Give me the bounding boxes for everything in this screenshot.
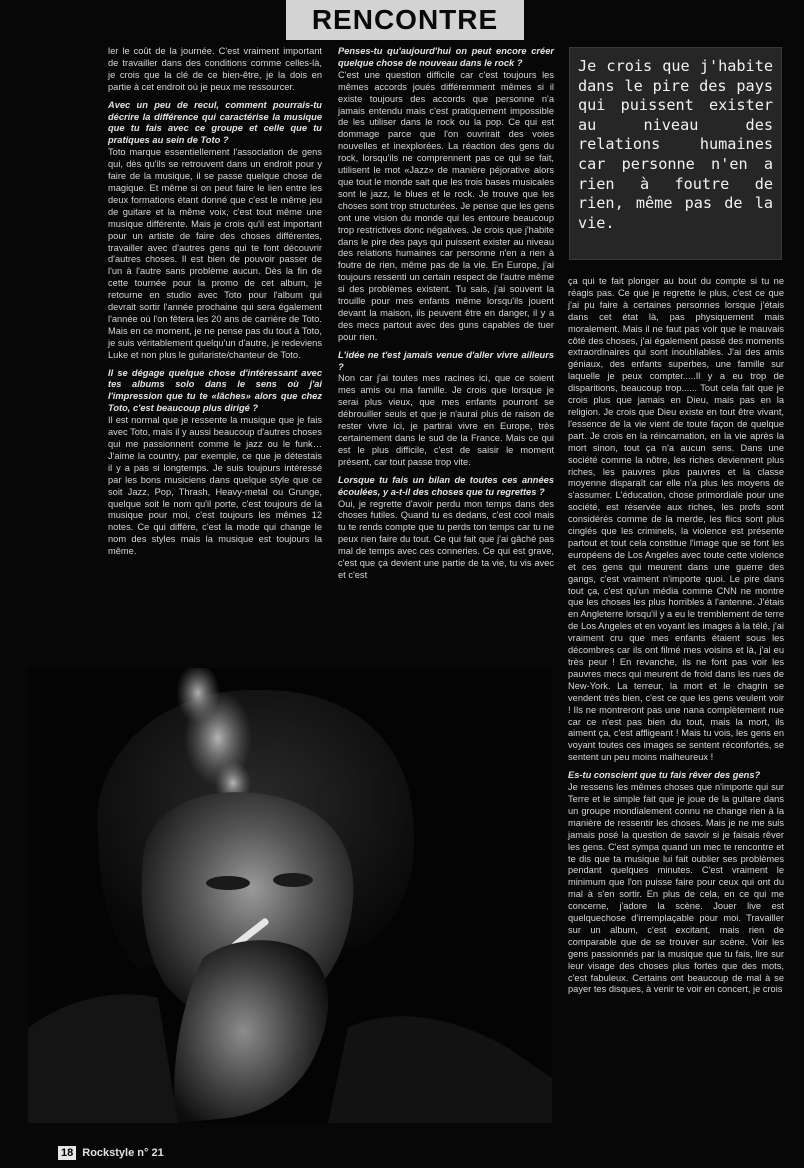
article-paragraph: Il est normal que je ressente la musique que je fais avec Toto, mais il y aussi beaucoup d'autres choses qui me passionnent comme le jazz ou le funk… J'aime la country, par exemple, ce que je détestais il y a pas si longtemps. Je suis toujours intéressé par les bons musiciens dans quelque style que ce soit Jazz, Pop, Thrash, Heavy-metal ou Grunge, quelque soit le nom qu'il porte, c'est toujours de la musique pour moi, c'est toujours les mêmes 12 notes. Ce qui diffère, c'est la mode qui change le nom des styles mais la musique est toujours la même. [108,415,322,557]
article-paragraph: C'est une question difficile car c'est toujours les mêmes accords joués différemment mêmes si il existe toujours des accords que personne n'a jamais entendu mais c'est pratiquement impossible de les utiliser dans le rock ou la pop. Ce qui est dommage parce que l'on ouvrirait des voies nouvelles et inexplorées. La réaction des gens du rock, lorsqu'ils ne comprennent pas ce qui se fait, utilisent le mot «Jazz» de manière péjorative alors que tout le monde sait que les trois bases musicales sont le jazz, le blues et le rock. Je trouve que les choses sont trop structurées. Je pense que les gens ont une vision du monde qui les entoure beaucoup trop restrictives donc négatives. Je crois que j'habite dans le pire des pays qui puissent exister au niveau des relations humaines car personne n'en a rien à foutre de rien, même pas de la vie. En Europe, j'ai toujours ressenti un certain respect de l'autre même si des problèmes existent. Tu sais, j'ai souvent la trouille pour mes enfants même lorsqu'ils jouent devant la maison, ils peuvent être en danger, il y a des mecs partout avec des guns capables de tuer pour rien. [338,69,554,342]
article-paragraph: Je ressens les mêmes choses que n'importe qui sur Terre et le simple fait que je joue de la guitare dans un groupe mondialement connu ne change rien à la manière de ressentir les choses. Mais je ne me suis jamais posé la question de savoir si je faisais rêver les gens. C'est sympa quand un mec te rencontre et te dis que ta musique lui fait oublier ses problèmes pendant quelques minutes. C'est vraiment le minimum que l'on puisse faire pour ceux qui ont du mal à s'en sortir. En plus de cela, en ce qui me concerne, j'adore la scène. Jouer live est quelquechose d'irremplaçable pour moi. Travailler sur un album, c'est excitant, mais rien de comparable que de se trouver sur scène. Voir les gens passionnés par la musique que tu fais, lire sur leur visage des choses plus fortes que des mots, c'est fabuleux. Certains ont beaucoup de mal à se payer tes disques, à venir te voir en concert, je crois [568,782,784,995]
pull-quote-box [569,47,782,260]
interview-question: Lorsque tu fais un bilan de toutes ces années écoulées, y a-t-il des choses que tu regrettes ? [338,474,554,497]
portrait-photo [28,668,552,1123]
page-footer [58,1146,164,1160]
interview-question: Es-tu conscient que tu fais rêver des gens? [568,770,761,781]
portrait-photo-drawing [28,668,552,1123]
magazine-issue: Rockstyle n° 21 [82,1147,164,1159]
section-header-tab [286,0,524,40]
article-paragraph: ça qui te fait plonger au bout du compte si tu ne réagis pas. Ce que je regrette le plus, c'est ce que j'ai pu faire à certaines personnes lorsque j'étais dans cet état là, pas physiquement mais moralement. Mais il ne faut pas voir que le mauvais côté des choses, j'ai également passé des moments extraordinaires qui sont inoubliables. J'ai des amis géniaux, des enfants superbes, une famille sur laquelle je peux compter.....Il y a eu trop de disparitions, beaucoup trop...... Tout cela fait que je crois plus que jamais en Dieu, mais pas en la religion. Je crois que Dieu existe en tout être vivant, l'essence de la vie vient de toute façon de quelque part. Je crois en la réincarnation, en la vie après la mort sinon, tout ça n'a aucun sens. Dans une société comme la nôtre, les riches deviennent plus riches, les pauvres plus pauvres et la classe moyenne disparaît car elle n'a plus les moyens de s'assumer. L'éducation, chose primordiale pour une société, est réservée aux riches, les profs sont considérés comme de la merde, les flics sont plus cinglés que les criminels, la violence est présente partout et tout cela constitue l'image que se font les européens de Los Angeles avec toute cette violence et ces gens qui meurent dans une guerre des gangs, c'est vraiment n'importe quoi. Le pire dans tout ça, c'est qu'un média comme CNN ne montre que les choses les plus horribles à l'antenne. J'étais en Angleterre lorsqu'il y a eu le tremblement de terre de Los Angeles et en voyant les images à la télé, j'ai vraiment cru que mes enfants étaient sous les décombres car ils ont filmé mes voisins et là, j'ai eu très peur ! En revanche, ils ne font pas voir les pauvres mecs qui meurent de froid dans les rues de New-York. La terreur, la mort et le chagrin se vendent très bien, c'est ce que les gens veulent voir ! Ils ne montreront pas une nana complètement nue car ce n'est pas bien du tout, mais la mort, ils aiment ça, c'est affligeant ! Mais tu vois, les gens en voyant toutes ces images se sentent réconfortés, se sentent un peu moins malheureux ! [568,276,784,763]
article-paragraph: Non car j'ai toutes mes racines ici, que ce soient mes amis ou ma famille. Je crois que lorsque je serai plus vieux, que mes enfants pourront se débrouiller seuls et que je n'aurai plus de raison de rester vivre ici, je partirai vivre en Europe, très certainement dans le sud de la France. Mais ce qui est le plus difficile, c'est de saisir le moment présent, car tout passe trop vite. [338,373,554,467]
page-number: 18 [58,1146,76,1160]
interview-question: Penses-tu qu'aujourd'hui on peut encore créer quelque chose de nouveau dans le rock ? [338,46,554,68]
article-paragraph: Toto marque essentiellement l'association de gens qui, dès qu'ils se retrouvent dans un endroit pour y faire de la musique, il se passe quelque chose de magique. Et même si on peut faire le lien entre les deux formations étant donné que c'est le même jeu de guitare et la même voix, c'est tout même une musique différente. Mais je crois qu'il est important pour un artiste de faire des choses différentes, travailler avec d'autres gens qui te font découvrir d'autres choses. Il est bien de pouvoir passer de l'un à l'autre sans problème aucun. Dès la fin de cette tournée pour la promo de cet album, je retourne en studio avec Toto pour l'album qui devrait sortir l'année prochaine qui sera également l'année où l'on fêtera les 20 ans de carrière de Toto. Mais en ce moment, je ne pense pas du tout à Toto, je suis véritablement quelqu'un d'autre, je redeviens Luke et non plus le guitariste/chanteur de Toto. [108,147,322,360]
interview-question: Avec un peu de recul, comment pourrais-tu décrire la différence qui caractérise la musique que tu fais avec ce groupe et celle que tu pratiques au sein de Toto ? [108,99,322,146]
pull-quote-text: Je crois que j'habite dans le pire des pays qui puissent exister au niveau des relations humaines car personne n'en a rien à foutre de rien, même pas de la vie. [578,57,773,232]
article-paragraph: Oui, je regrette d'avoir perdu mon temps dans des choses futiles. Quand tu es dedans, c'est cool mais tu te rends compte que tu perds ton temps car tu ne peux rien faire du tout. Ce qui fait que j'ai gâché pas mal de temps avec ces conneries. Ce qui est grave, c'est que ça devient une partie de ta vie, tu vis avec et c'est [338,498,554,580]
article-column-3 [568,276,784,1116]
article-column-2 [338,46,554,652]
interview-question: L'idée ne t'est jamais venue d'aller vivre ailleurs ? [338,349,554,372]
article-column-1 [108,46,322,652]
interview-question: Il se dégage quelque chose d'intéressant avec tes albums solo dans le sens où j'ai l'impression que tu te «lâches» alors que chez Toto, c'est beaucoup plus dirigé ? [108,367,322,414]
article-paragraph: ler le coût de la journée. C'est vraiment important de travailler dans des conditions comme celles-là, je crois que la clé de ce bien-être, je la dois en partie à cet endroit où je peux me ressourcer. [108,46,322,92]
section-title: RENCONTRE [311,4,499,35]
